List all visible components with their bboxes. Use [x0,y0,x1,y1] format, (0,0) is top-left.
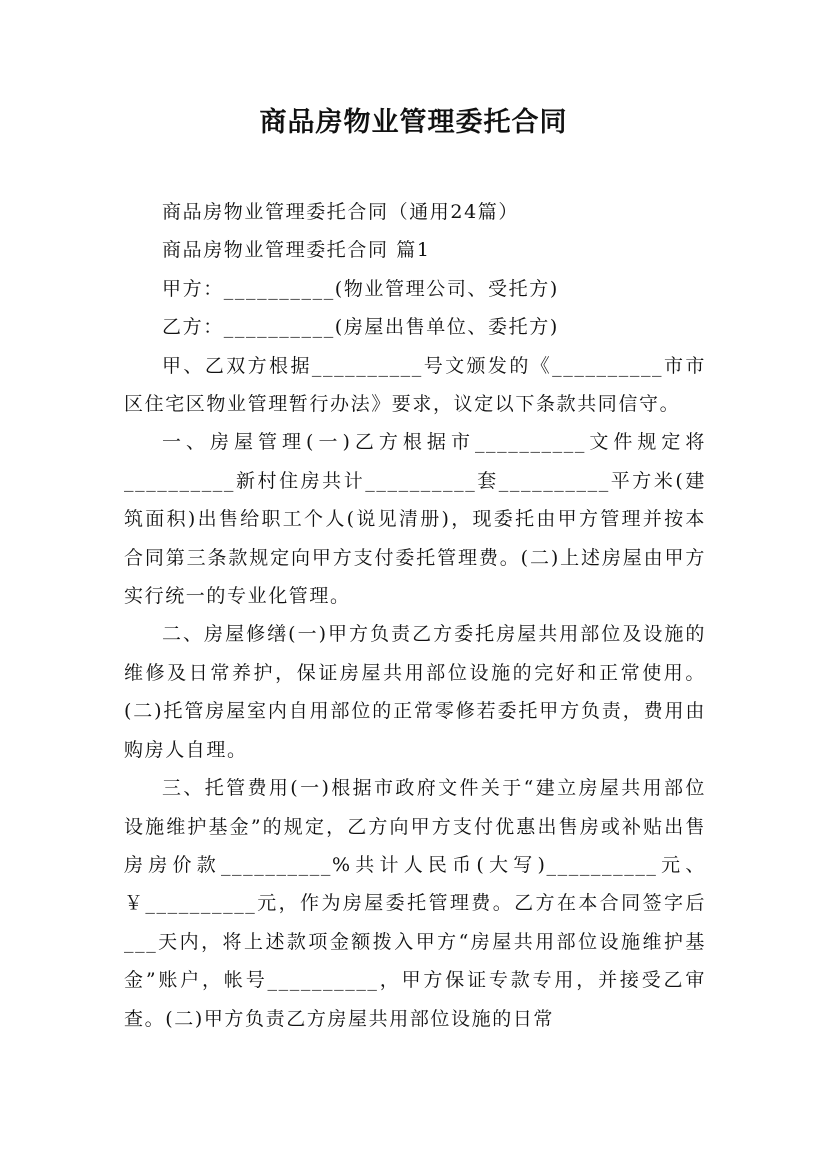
paragraph-party-a: 甲方：__________(物业管理公司、受托方) [162,277,559,300]
paragraph-custody-fees: 三、托管费用(一)根据市政府文件关于“建立房屋共用部位设施维护基金”的规定，乙方向甲方支付优惠出售房或补贴出售房房价款__________%共计人民币(大写)__________元、￥__________元，作为房屋委托管理费。乙方在本合同签字后___天内，将上述款项金额拨入甲方“房屋共用部位设施维护基金”账户，帐号__________，甲方保证专款专用，并接受乙审查。(二)甲方负责乙方房屋共用部位设施的日常 [124,777,706,1030]
paragraph-preamble: 甲、乙双方根据__________号文颁发的《__________市市区住宅区物业管理暂行办法》要求，议定以下条款共同信守。 [124,354,706,416]
paragraph-subtitle: 商品房物业管理委托合同（通用24篇） [162,201,519,223]
paragraph-housing-management: 一、房屋管理(一)乙方根据市__________文件规定将__________新村住房共计__________套__________平方米(建筑面积)出售给职工个人(说见清册)，现委托由甲方管理并按本合同第三条款规定向甲方支付委托管理费。(二)上述房屋由甲方实行统一的专业化管理。 [124,431,706,608]
paragraph-housing-repair: 二、房屋修缮(一)甲方负责乙方委托房屋共用部位及设施的维修及日常养护，保证房屋共用部位设施的完好和正常使用。(二)托管房屋室内自用部位的正常零修若委托甲方负责，费用由购房人自理。 [124,623,706,761]
paragraph-party-b: 乙方：__________(房屋出售单位、委托方) [162,316,559,339]
document-title: 商品房物业管理委托合同 [259,107,568,138]
document-body [124,193,706,1038]
paragraph-section-heading: 商品房物业管理委托合同 篇1 [162,239,431,262]
